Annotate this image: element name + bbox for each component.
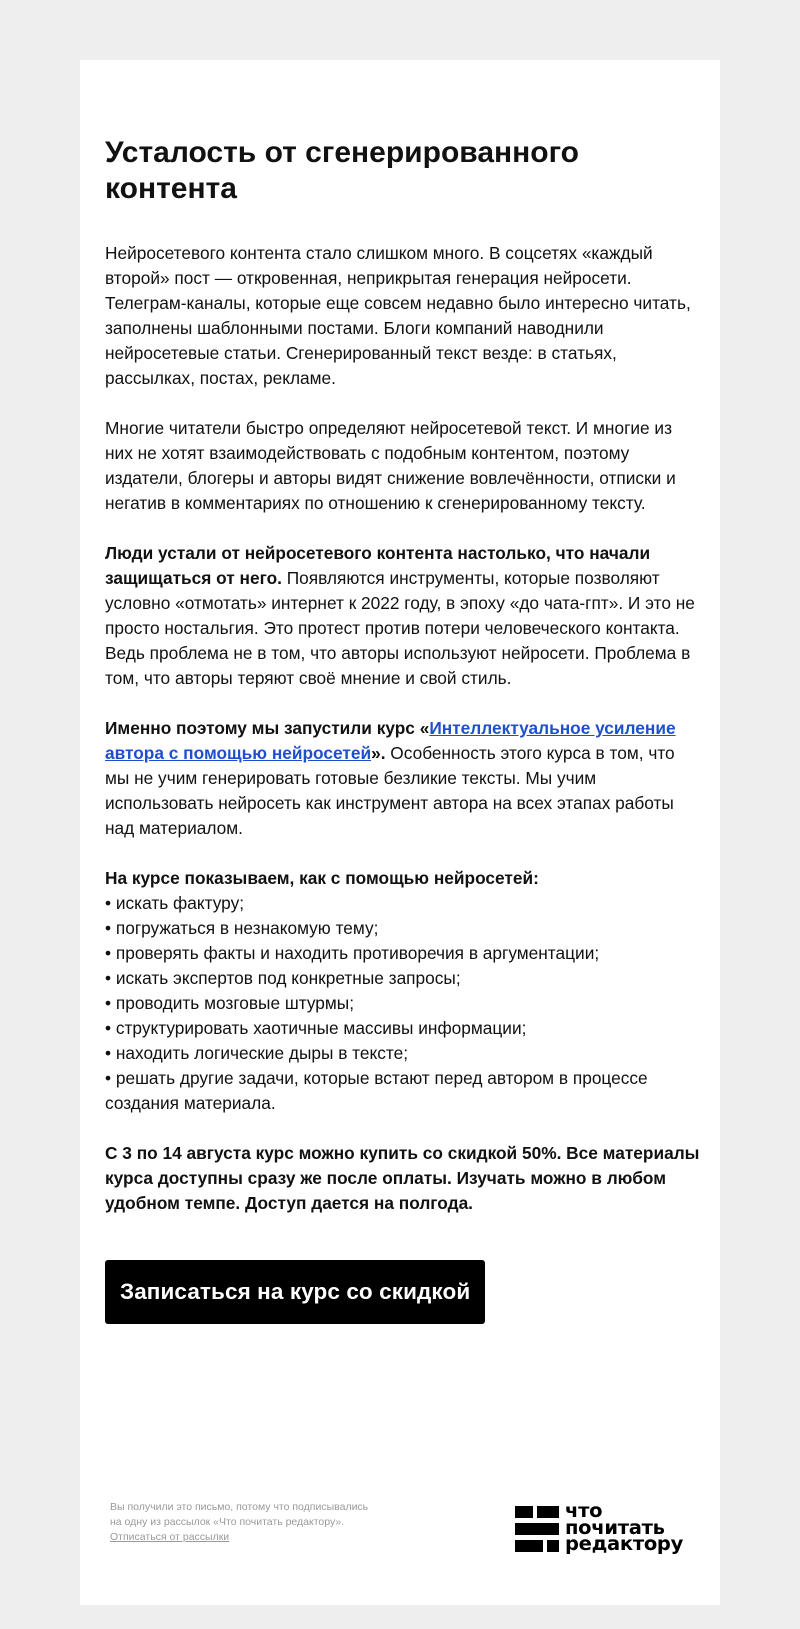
- course-link[interactable]: Интеллектуальное усиление автора с помощью нейросетей: [105, 718, 676, 763]
- course-intro-end: ».: [371, 743, 386, 763]
- paragraph-overview: Нейросетевого контента стало слишком много. В соцсетях «каждый второй» пост — откровенная, неприкрытая генерация нейросети. Телеграм-каналы, которые еще совсем недавно было интересно читать, заполнены шаблонными постами. Блоги компаний наводнили нейросетевые статьи. Сгенерированный текст везде: в статьях, рассылках, постах, рекламе.: [105, 243, 691, 388]
- skills-list-heading: На курсе показываем, как с помощью нейросетей:: [105, 868, 539, 888]
- footer-reason-line-1: Вы получили это письмо, потому что подписывались: [110, 1501, 369, 1513]
- logo-wordmark: [565, 1499, 683, 1555]
- footer-reason-line-2: на одну из рассылок «Что почитать редактору».: [110, 1516, 345, 1528]
- list-item: • искать фактуру;: [105, 893, 245, 913]
- list-item: • искать экспертов под конкретные запросы;: [105, 968, 461, 988]
- list-item: • решать другие задачи, которые встают перед автором в процессе создания материала.: [105, 1068, 648, 1113]
- footer-notice: [110, 1500, 400, 1545]
- email-title: Усталость от сгенерированного контента: [105, 136, 579, 205]
- enroll-discount-button[interactable]: Записаться на курс со скидкой: [105, 1260, 485, 1324]
- list-item: • структурировать хаотичные массивы информации;: [105, 1018, 527, 1038]
- course-description: Особенность этого курса в том, что мы не учим генерировать готовые безликие тексты. Мы учим использовать нейросеть как инструмент автора на всех этапах работы над материалом.: [105, 743, 675, 838]
- list-item: • находить логические дыры в тексте;: [105, 1043, 409, 1063]
- email-content: [105, 135, 700, 1324]
- paragraph-protest-body: Появляются инструменты, которые позволяют условно «отмотать» интернет к 2022 году, в эпоху «до чата-гпт». И это не просто ностальгия. Это протест против потери человеческого контакта. Ведь проблема не в том, что авторы используют нейросети. Проблема в том, что авторы теряют своё мнение и свой стиль.: [105, 568, 695, 688]
- logo-line-3: редактору: [565, 1532, 683, 1555]
- brand-logo[interactable]: [515, 1499, 695, 1556]
- email-card: [80, 60, 720, 1605]
- logo-line-1: что: [565, 1499, 603, 1522]
- paragraph-course: [105, 716, 700, 841]
- logo-line-2: почитать: [565, 1515, 665, 1539]
- paragraph-protest: [105, 541, 700, 691]
- paragraph-protest-lead: Люди устали от нейросетевого контента настолько, что начали защищаться от него.: [105, 543, 651, 588]
- stacked-bars-logo-icon: [515, 1506, 559, 1552]
- skills-list: [105, 891, 700, 1116]
- course-intro-start: Именно поэтому мы запустили курс «: [105, 718, 430, 738]
- discount-promo: С 3 по 14 августа курс можно купить со скидкой 50%. Все материалы курса доступны сразу же после оплаты. Изучать можно в любом удобном темпе. Доступ дается на полгода.: [105, 1143, 700, 1213]
- list-item: • проверять факты и находить противоречия в аргументации;: [105, 943, 600, 963]
- unsubscribe-link[interactable]: Отписаться от рассылки: [110, 1531, 230, 1543]
- list-item: • проводить мозговые штурмы;: [105, 993, 355, 1013]
- paragraph-readers: Многие читатели быстро определяют нейросетевой текст. И многие из них не хотят взаимодействовать с подобным контентом, поэтому издатели, блогеры и авторы видят снижение вовлечённости, отписки и негатив в комментариях по отношению к сгенерированному тексту.: [105, 418, 676, 513]
- list-item: • погружаться в незнакомую тему;: [105, 918, 379, 938]
